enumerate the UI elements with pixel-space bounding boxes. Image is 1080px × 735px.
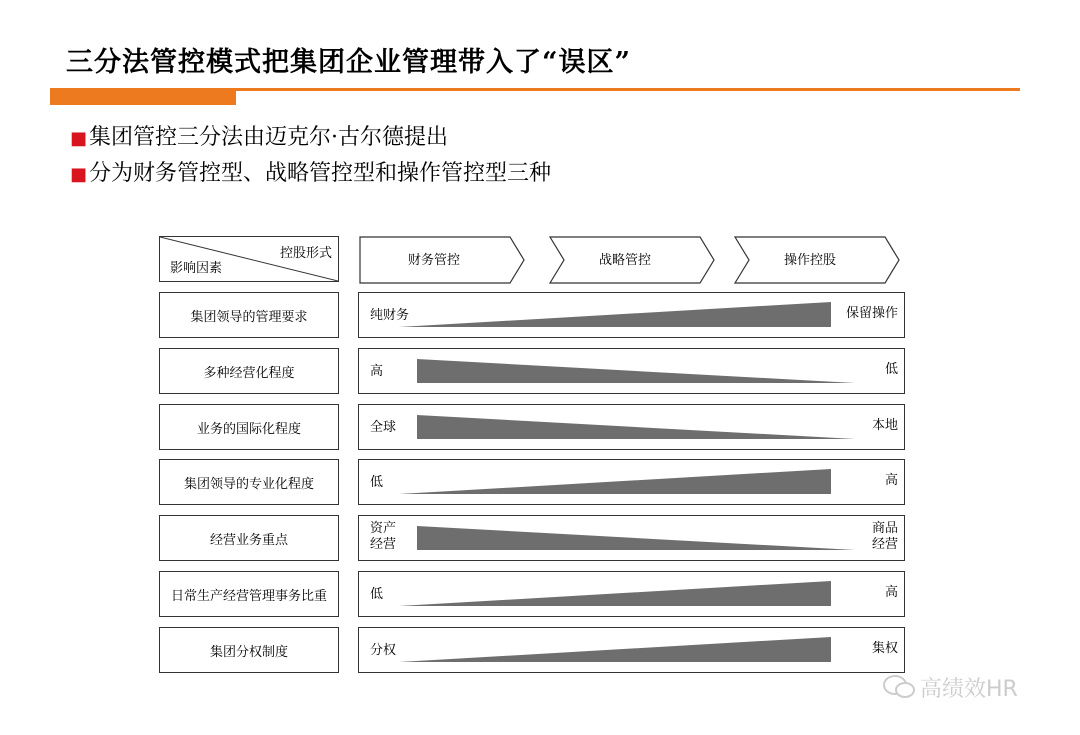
bullet-square-icon: ■ (70, 164, 88, 185)
corner-label-top: 控股形式 (279, 246, 332, 261)
trend-wedge-shape (399, 302, 831, 327)
trend-left-label: 全球 (370, 420, 397, 435)
trend-wedge-shape (417, 359, 855, 383)
trend-wedge-shape (399, 469, 831, 494)
trend-left-label: 分权 (370, 643, 397, 658)
trend-right-label: 保留操作 (845, 306, 898, 321)
factor-label: 集团领导的管理要求 (190, 309, 308, 325)
trend-right-label: 高 (884, 473, 898, 488)
trend-right-label: 低 (884, 362, 898, 377)
factor-cell (159, 571, 339, 617)
trend-left-label: 纯财务 (370, 308, 410, 323)
trend-left-label: 低 (370, 475, 384, 490)
trend-wedge-shape (417, 415, 855, 439)
factor-cell (159, 515, 339, 561)
trend-wedge (359, 293, 904, 337)
trend-bar (358, 571, 905, 617)
mode-label-operation: 操作控股 (784, 253, 837, 268)
mode-label-finance: 财务管控 (408, 253, 461, 268)
trend-bar (358, 459, 905, 505)
mode-label-strategy: 战略管控 (599, 253, 652, 268)
factor-cell (159, 348, 339, 394)
corner-label-bottom: 影响因素 (170, 261, 223, 276)
trend-wedge (359, 405, 904, 449)
trend-wedge-shape (399, 581, 831, 606)
trend-bar (358, 627, 905, 673)
page-title: 三分法管控模式把集团企业管理带入了“误区” (66, 47, 632, 78)
bullet-square-icon: ■ (70, 128, 88, 149)
trend-right-label: 高 (884, 585, 898, 600)
watermark-text: 高绩效HR (920, 677, 1018, 702)
factor-cell (159, 292, 339, 338)
watermark (882, 672, 1018, 706)
factor-cell (159, 459, 339, 505)
trend-wedge (359, 628, 904, 672)
bullet-text: 分为财务管控型、战略管控型和操作管控型三种 (89, 161, 552, 186)
trend-bar (358, 404, 905, 450)
trend-left-label: 高 (370, 364, 384, 379)
factor-label: 业务的国际化程度 (196, 421, 301, 437)
trend-right-label: 商品 经营 (871, 521, 898, 552)
trend-wedge (359, 460, 904, 504)
trend-wedge-shape (399, 637, 831, 662)
factor-label: 日常生产经营管理事务比重 (170, 588, 327, 604)
trend-left-label: 低 (370, 587, 384, 602)
factor-label: 集团领导的专业化程度 (183, 476, 314, 492)
trend-right-label: 集权 (871, 641, 898, 656)
factor-label: 集团分权制度 (209, 644, 288, 660)
trend-left-label: 资产 经营 (370, 521, 397, 552)
trend-bar (358, 348, 905, 394)
bullet-text: 集团管控三分法由迈克尔·古尔德提出 (89, 125, 449, 150)
factor-label: 多种经营化程度 (203, 365, 295, 381)
factor-label: 经营业务重点 (209, 532, 288, 548)
factor-cell (159, 404, 339, 450)
factor-cell (159, 627, 339, 673)
trend-wedge (359, 516, 904, 560)
trend-wedge (359, 572, 904, 616)
chat-bubble-icon (882, 674, 916, 706)
header-corner-cell (159, 236, 339, 282)
trend-bar (358, 515, 905, 561)
trend-bar (358, 292, 905, 338)
trend-right-label: 本地 (871, 418, 898, 433)
trend-wedge-shape (417, 526, 855, 550)
trend-wedge (359, 349, 904, 393)
